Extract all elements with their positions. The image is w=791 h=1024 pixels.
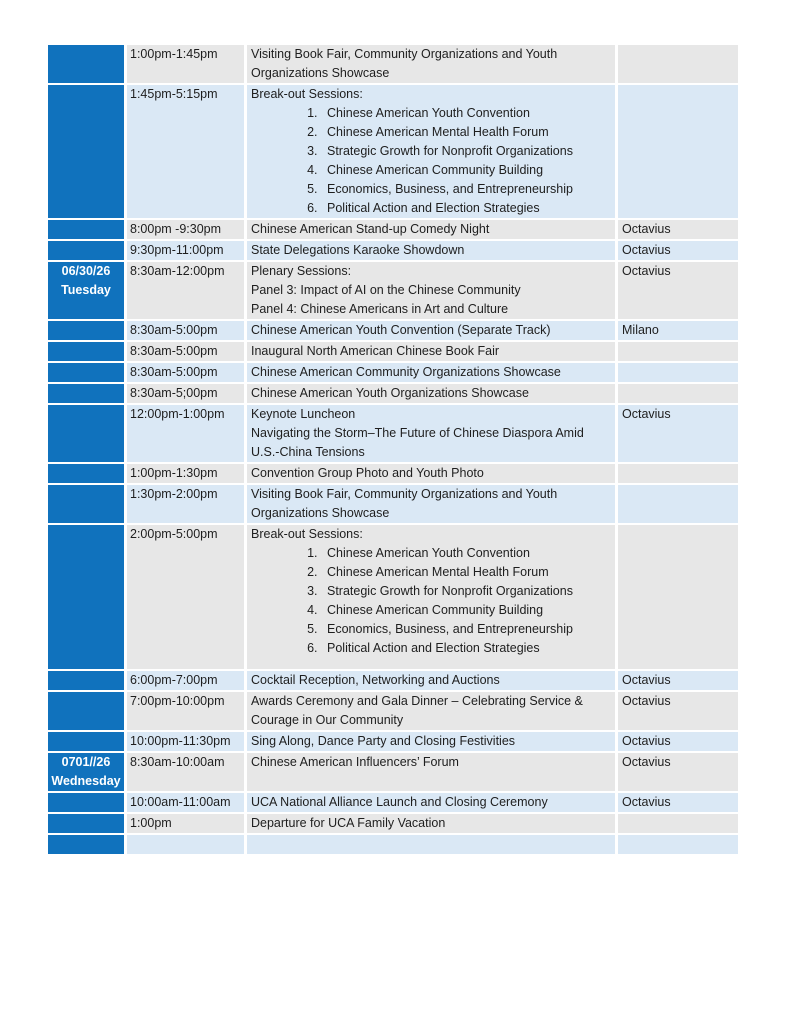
location-cell: Octavius [618, 241, 738, 260]
event-text-line: Visiting Book Fair, Community Organizations and Youth Organizations Showcase [251, 47, 558, 80]
event-text-line: Navigating the Storm–The Future of Chinese Diaspora Amid U.S.-China Tensions [251, 426, 584, 459]
time-cell: 8:30am-5:00pm [127, 342, 244, 361]
schedule-row [48, 835, 738, 854]
location-cell [618, 525, 738, 669]
location-cell [618, 45, 738, 83]
breakout-session-item: 2. Chinese American Mental Health Forum [321, 563, 611, 582]
date-cell [48, 241, 124, 260]
location-cell [618, 342, 738, 361]
time-cell: 1:00pm-1:30pm [127, 464, 244, 483]
event-cell [247, 793, 615, 812]
time-cell: 8:30am-5:00pm [127, 321, 244, 340]
schedule-row [48, 485, 738, 523]
event-text-line: Panel 4: Chinese Americans in Art and Culture [251, 302, 509, 316]
event-cell [247, 241, 615, 260]
date-cell [48, 671, 124, 690]
event-cell [247, 753, 615, 791]
date-line: 0701//26 [61, 755, 111, 769]
breakout-session-item: 6. Political Action and Election Strategies [321, 199, 611, 218]
event-cell [247, 45, 615, 83]
event-text-line: UCA National Alliance Launch and Closing Ceremony [251, 795, 548, 809]
schedule-row [48, 405, 738, 462]
event-text-line: Keynote Luncheon [251, 407, 356, 421]
location-cell [618, 814, 738, 833]
date-line: Wednesday [51, 774, 121, 788]
breakout-session-item: 1. Chinese American Youth Convention [321, 544, 611, 563]
event-cell [247, 220, 615, 239]
event-cell [247, 405, 615, 462]
event-cell [247, 85, 615, 218]
event-cell [247, 732, 615, 751]
breakout-session-item: 5. Economics, Business, and Entrepreneurship [321, 180, 611, 199]
event-cell [247, 321, 615, 340]
time-cell: 8:30am-10:00am [127, 753, 244, 791]
schedule-row [48, 363, 738, 382]
breakout-session-item: 5. Economics, Business, and Entrepreneurship [321, 620, 611, 639]
schedule-row [48, 342, 738, 361]
location-cell: Milano [618, 321, 738, 340]
location-cell: Octavius [618, 793, 738, 812]
event-cell [247, 464, 615, 483]
time-cell: 10:00pm-11:30pm [127, 732, 244, 751]
breakout-session-item: 1. Chinese American Youth Convention [321, 104, 611, 123]
date-cell [48, 835, 124, 854]
location-cell [618, 384, 738, 403]
event-text-line: Panel 3: Impact of AI on the Chinese Community [251, 283, 521, 297]
location-cell: Octavius [618, 692, 738, 730]
event-text-line: State Delegations Karaoke Showdown [251, 243, 465, 257]
time-cell: 2:00pm-5:00pm [127, 525, 244, 669]
schedule-row [48, 85, 738, 218]
time-cell: 1:45pm-5:15pm [127, 85, 244, 218]
date-cell [48, 753, 124, 791]
schedule-row [48, 262, 738, 319]
date-cell [48, 732, 124, 751]
event-text-line: Departure for UCA Family Vacation [251, 816, 446, 830]
schedule-row [48, 671, 738, 690]
time-cell: 1:30pm-2:00pm [127, 485, 244, 523]
date-cell [48, 525, 124, 669]
breakout-session-item: 6. Political Action and Election Strategies [321, 639, 611, 658]
event-cell [247, 485, 615, 523]
date-cell [48, 342, 124, 361]
event-text-line: Cocktail Reception, Networking and Auctions [251, 673, 500, 687]
schedule-row [48, 692, 738, 730]
location-cell: Octavius [618, 753, 738, 791]
date-cell [48, 45, 124, 83]
schedule-row [48, 464, 738, 483]
location-cell [618, 85, 738, 218]
event-text-line: Convention Group Photo and Youth Photo [251, 466, 484, 480]
location-cell: Octavius [618, 732, 738, 751]
time-cell: 6:00pm-7:00pm [127, 671, 244, 690]
time-cell: 8:30am-12:00pm [127, 262, 244, 319]
date-line: 06/30/26 [61, 264, 111, 278]
date-cell [48, 262, 124, 319]
time-cell: 12:00pm-1:00pm [127, 405, 244, 462]
event-cell [247, 671, 615, 690]
event-text-line: Chinese American Youth Organizations Showcase [251, 386, 529, 400]
date-cell [48, 85, 124, 218]
date-cell [48, 405, 124, 462]
date-line: Tuesday [61, 283, 111, 297]
location-cell [618, 464, 738, 483]
date-cell [48, 220, 124, 239]
time-cell: 9:30pm-11:00pm [127, 241, 244, 260]
event-text-line: Chinese American Influencers’ Forum [251, 755, 459, 769]
location-cell: Octavius [618, 671, 738, 690]
schedule-row [48, 814, 738, 833]
breakout-session-item: 4. Chinese American Community Building [321, 161, 611, 180]
location-cell: Octavius [618, 405, 738, 462]
schedule-row [48, 384, 738, 403]
event-text-line: Chinese American Stand-up Comedy Night [251, 222, 490, 236]
event-text-line: Chinese American Community Organizations Showcase [251, 365, 561, 379]
event-text-line: Plenary Sessions: [251, 264, 352, 278]
schedule-table [45, 43, 741, 856]
schedule-row [48, 753, 738, 791]
event-cell [247, 835, 615, 854]
location-cell: Octavius [618, 262, 738, 319]
location-cell [618, 835, 738, 854]
date-cell [48, 321, 124, 340]
breakout-session-item: 3. Strategic Growth for Nonprofit Organizations [321, 142, 611, 161]
location-cell [618, 363, 738, 382]
event-text-line: Chinese American Youth Convention (Separate Track) [251, 323, 551, 337]
time-cell [127, 835, 244, 854]
time-cell: 10:00am-11:00am [127, 793, 244, 812]
time-cell: 7:00pm-10:00pm [127, 692, 244, 730]
location-cell [618, 485, 738, 523]
schedule-body [48, 45, 738, 854]
schedule-row [48, 321, 738, 340]
schedule-row [48, 45, 738, 83]
event-text-line: Awards Ceremony and Gala Dinner – Celebrating Service & Courage in Our Community [251, 694, 583, 727]
breakout-session-item: 2. Chinese American Mental Health Forum [321, 123, 611, 142]
time-cell: 1:00pm-1:45pm [127, 45, 244, 83]
time-cell: 8:30am-5:00pm [127, 363, 244, 382]
time-cell: 8:30am-5;00pm [127, 384, 244, 403]
schedule-row [48, 525, 738, 669]
date-cell [48, 363, 124, 382]
location-cell: Octavius [618, 220, 738, 239]
date-cell [48, 384, 124, 403]
event-text-line: Break-out Sessions: [251, 87, 363, 101]
event-text-line: Break-out Sessions: [251, 527, 363, 541]
breakout-session-item: 3. Strategic Growth for Nonprofit Organizations [321, 582, 611, 601]
breakout-session-item: 4. Chinese American Community Building [321, 601, 611, 620]
schedule-row [48, 732, 738, 751]
date-cell [48, 793, 124, 812]
event-cell [247, 384, 615, 403]
event-text-line: Inaugural North American Chinese Book Fair [251, 344, 500, 358]
event-cell [247, 814, 615, 833]
schedule-row [48, 220, 738, 239]
date-cell [48, 814, 124, 833]
date-cell [48, 692, 124, 730]
schedule-row [48, 793, 738, 812]
schedule-row [48, 241, 738, 260]
event-cell [247, 262, 615, 319]
event-text-line: Sing Along, Dance Party and Closing Festivities [251, 734, 516, 748]
event-text-line: Visiting Book Fair, Community Organizations and Youth Organizations Showcase [251, 487, 558, 520]
breakout-session-list [251, 544, 611, 658]
event-cell [247, 363, 615, 382]
event-cell [247, 342, 615, 361]
time-cell: 1:00pm [127, 814, 244, 833]
time-cell: 8:00pm -9:30pm [127, 220, 244, 239]
event-cell [247, 692, 615, 730]
event-cell [247, 525, 615, 669]
date-cell [48, 485, 124, 523]
breakout-session-list [251, 104, 611, 218]
date-cell [48, 464, 124, 483]
